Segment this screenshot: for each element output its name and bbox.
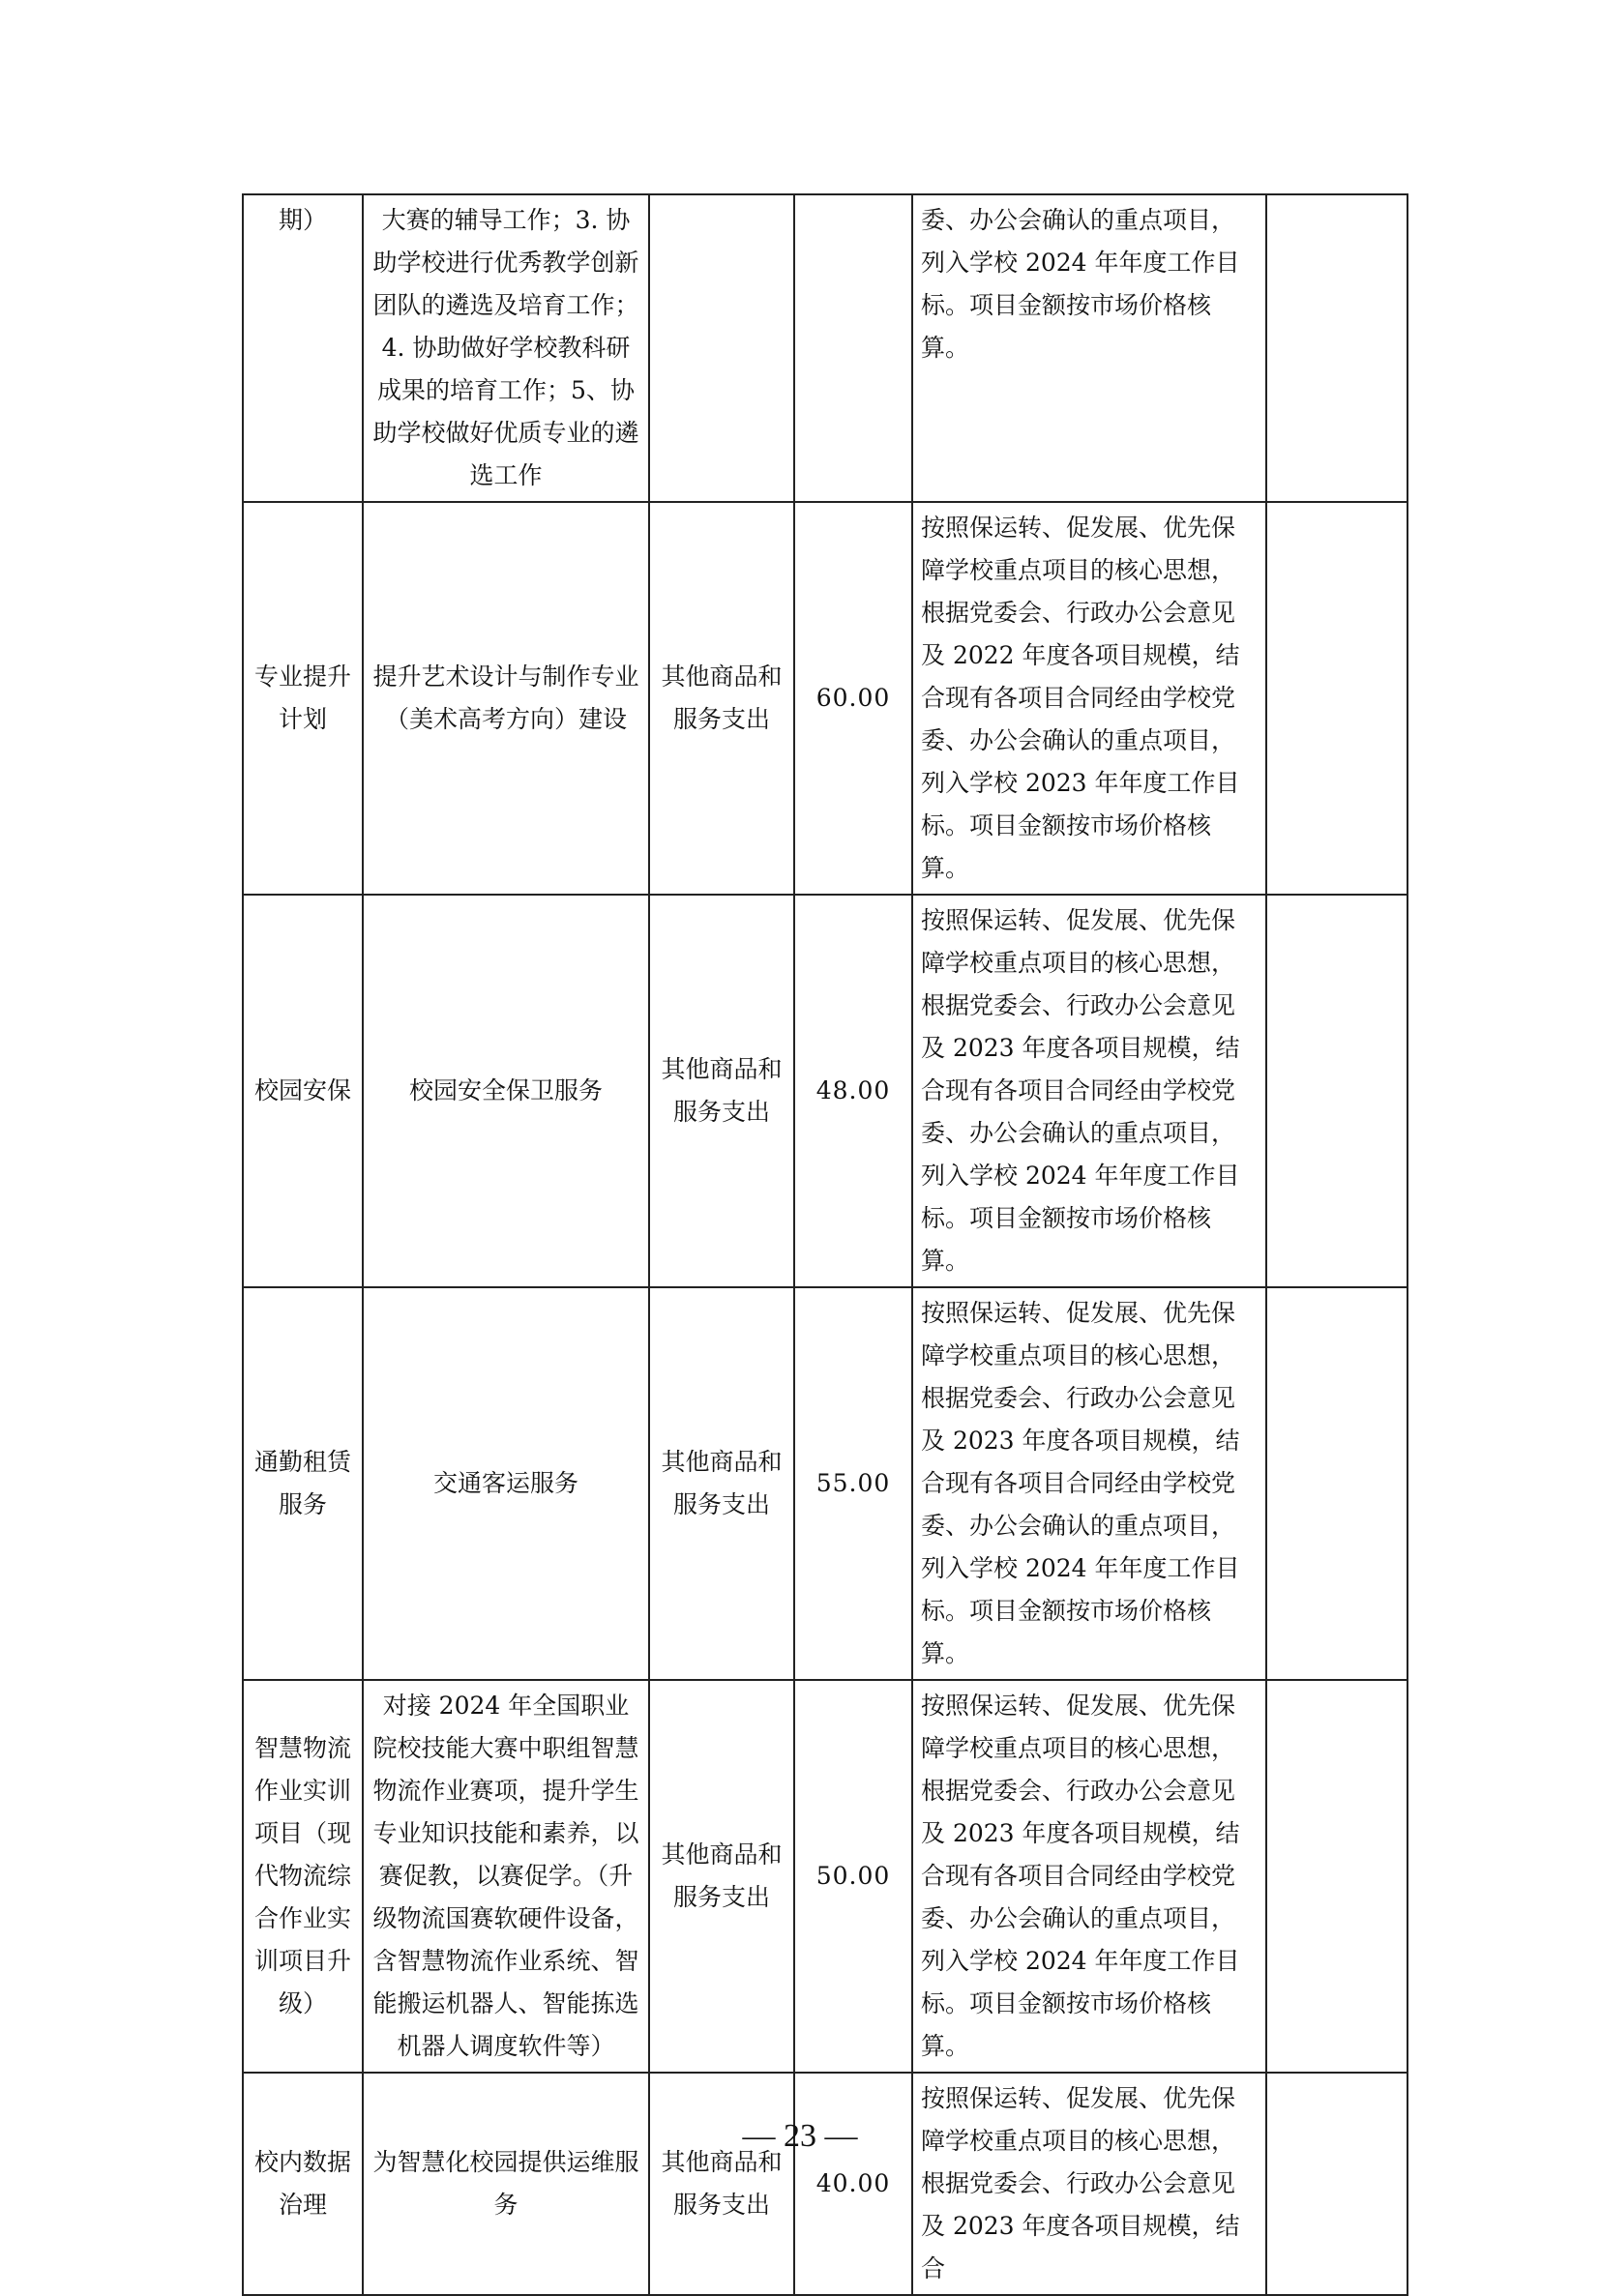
project-content-cell: 对接 2024 年全国职业院校技能大赛中职组智慧物流作业赛项，提升学生专业知识技能和素养，以赛促教，以赛促学。（升级物流国赛软硬件设备，含智慧物流作业系统、智能搬运机器人、智能拣选机器人调度软件等）: [363, 1680, 649, 2073]
amount-cell: [794, 194, 912, 502]
note-cell: [1266, 502, 1407, 895]
project-content-cell: 为智慧化校园提供运维服务: [363, 2073, 649, 2295]
basis-cell: 按照保运转、促发展、优先保障学校重点项目的核心思想，根据党委会、行政办公会意见及 2023 年度各项目规模，结合: [912, 2073, 1266, 2295]
basis-cell: 按照保运转、促发展、优先保障学校重点项目的核心思想，根据党委会、行政办公会意见及 2023 年度各项目规模，结合现有各项目合同经由学校党委、办公会确认的重点项目，列入学校 2024 年年度工作目标。项目金额按市场价格核算。: [912, 895, 1266, 1287]
basis-cell: 按照保运转、促发展、优先保障学校重点项目的核心思想，根据党委会、行政办公会意见及 2023 年度各项目规模，结合现有各项目合同经由学校党委、办公会确认的重点项目，列入学校 2024 年年度工作目标。项目金额按市场价格核算。: [912, 1287, 1266, 1680]
table-row: [243, 194, 1407, 502]
project-name-cell: 期）: [243, 194, 363, 502]
table-row: [243, 502, 1407, 895]
amount-cell: 48.00: [794, 895, 912, 1287]
note-cell: [1266, 194, 1407, 502]
table-row: [243, 895, 1407, 1287]
basis-cell: 按照保运转、促发展、优先保障学校重点项目的核心思想，根据党委会、行政办公会意见及 2022 年度各项目规模，结合现有各项目合同经由学校党委、办公会确认的重点项目，列入学校 2023 年年度工作目标。项目金额按市场价格核算。: [912, 502, 1266, 895]
budget-table: [242, 193, 1408, 2296]
expense-type-cell: [649, 194, 794, 502]
note-cell: [1266, 1680, 1407, 2073]
project-content-cell: 提升艺术设计与制作专业（美术高考方向）建设: [363, 502, 649, 895]
project-name-cell: 校园安保: [243, 895, 363, 1287]
amount-cell: 50.00: [794, 1680, 912, 2073]
project-name-cell: 通勤租赁服务: [243, 1287, 363, 1680]
page-number: — 23 —: [742, 2118, 858, 2154]
expense-type-cell: 其他商品和服务支出: [649, 2073, 794, 2295]
project-name-cell: 专业提升计划: [243, 502, 363, 895]
expense-type-cell: 其他商品和服务支出: [649, 502, 794, 895]
project-name-cell: 校内数据治理: [243, 2073, 363, 2295]
amount-cell: 60.00: [794, 502, 912, 895]
expense-type-cell: 其他商品和服务支出: [649, 1287, 794, 1680]
document-page: [242, 193, 1407, 2296]
basis-cell: 委、办公会确认的重点项目，列入学校 2024 年年度工作目标。项目金额按市场价格核算。: [912, 194, 1266, 502]
basis-cell: 按照保运转、促发展、优先保障学校重点项目的核心思想，根据党委会、行政办公会意见及 2023 年度各项目规模，结合现有各项目合同经由学校党委、办公会确认的重点项目，列入学校 2024 年年度工作目标。项目金额按市场价格核算。: [912, 1680, 1266, 2073]
project-content-cell: 交通客运服务: [363, 1287, 649, 1680]
expense-type-cell: 其他商品和服务支出: [649, 1680, 794, 2073]
amount-cell: 40.00: [794, 2073, 912, 2295]
table-row: [243, 1287, 1407, 1680]
expense-type-cell: 其他商品和服务支出: [649, 895, 794, 1287]
project-content-cell: 大赛的辅导工作；3. 协助学校进行优秀教学创新团队的遴选及培育工作；4. 协助做好学校教科研成果的培育工作；5、协助学校做好优质专业的遴选工作: [363, 194, 649, 502]
amount-cell: 55.00: [794, 1287, 912, 1680]
project-name-cell: 智慧物流作业实训项目（现代物流综合作业实训项目升级）: [243, 1680, 363, 2073]
note-cell: [1266, 895, 1407, 1287]
project-content-cell: 校园安全保卫服务: [363, 895, 649, 1287]
table-row: [243, 1680, 1407, 2073]
note-cell: [1266, 1287, 1407, 1680]
